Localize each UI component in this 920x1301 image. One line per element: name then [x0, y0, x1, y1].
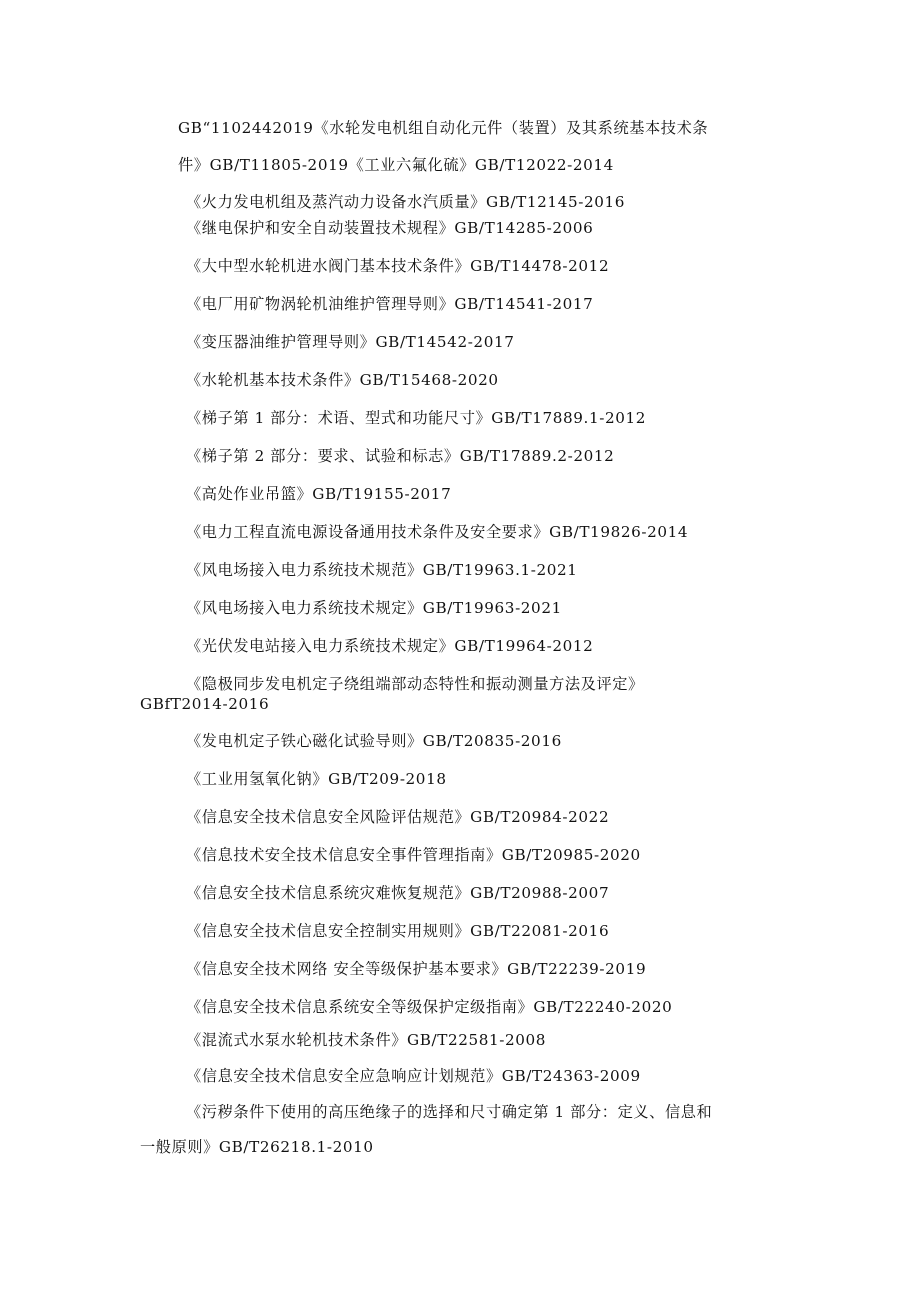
text-line: 《高处作业吊篮》GB/T19155-2017	[186, 485, 452, 503]
text-line: GB“1102442019《水轮发电机组自动化元件（装置）及其系统基本技术条	[178, 119, 709, 137]
text-line: 《风电场接入电力系统技术规范》GB/T19963.1-2021	[186, 561, 578, 579]
text-line: 《隐极同步发电机定子绕组端部动态特性和振动测量方法及评定》	[186, 675, 644, 693]
text-line: 《信息安全技术信息安全风险评估规范》GB/T20984-2022	[186, 808, 610, 826]
text-line: 《混流式水泵水轮机技术条件》GB/T22581-2008	[186, 1031, 547, 1049]
text-line: 《信息技术安全技术信息安全事件管理指南》GB/T20985-2020	[186, 846, 641, 864]
text-line: 《信息安全技术信息安全应急响应计划规范》GB/T24363-2009	[186, 1067, 641, 1085]
text-line: 《水轮机基本技术条件》GB/T15468-2020	[186, 371, 499, 389]
text-line: GBfT2014-2016	[140, 695, 270, 713]
text-line: 《发电机定子铁心磁化试验导则》GB/T20835-2016	[186, 732, 562, 750]
text-line: 《梯子第 1 部分：术语、型式和功能尺寸》GB/T17889.1-2012	[186, 409, 647, 427]
text-line: 一般原则》GB/T26218.1-2010	[140, 1138, 374, 1156]
text-line: 《信息安全技术信息系统灾难恢复规范》GB/T20988-2007	[186, 884, 610, 902]
text-line: 《火力发电机组及蒸汽动力设备水汽质量》GB/T12145-2016	[186, 193, 625, 211]
text-line: 《信息安全技术网络 安全等级保护基本要求》GB/T22239-2019	[186, 960, 647, 978]
text-line: 《信息安全技术信息安全控制实用规则》GB/T22081-2016	[186, 922, 610, 940]
text-line: 《继电保护和安全自动装置技术规程》GB/T14285-2006	[186, 219, 594, 237]
text-line: 《大中型水轮机进水阀门基本技术条件》GB/T14478-2012	[186, 257, 610, 275]
text-line: 《风电场接入电力系统技术规定》GB/T19963-2021	[186, 599, 562, 617]
text-line: 《光伏发电站接入电力系统技术规定》GB/T19964-2012	[186, 637, 594, 655]
text-line: 《电力工程直流电源设备通用技术条件及安全要求》GB/T19826-2014	[186, 523, 689, 541]
text-line: 《工业用氢氧化钠》GB/T209-2018	[186, 770, 447, 788]
text-line: 件》GB/T11805-2019《工业六氟化硫》GB/T12022-2014	[178, 156, 614, 174]
text-line: 《电厂用矿物涡轮机油维护管理导则》GB/T14541-2017	[186, 295, 594, 313]
text-line: 《梯子第 2 部分：要求、试验和标志》GB/T17889.2-2012	[186, 447, 615, 465]
text-line: 《污秽条件下使用的高压绝缘子的选择和尺寸确定第 1 部分：定义、信息和	[186, 1103, 713, 1121]
text-line: 《信息安全技术信息系统安全等级保护定级指南》GB/T22240-2020	[186, 998, 673, 1016]
text-line: 《变压器油维护管理导则》GB/T14542-2017	[186, 333, 515, 351]
